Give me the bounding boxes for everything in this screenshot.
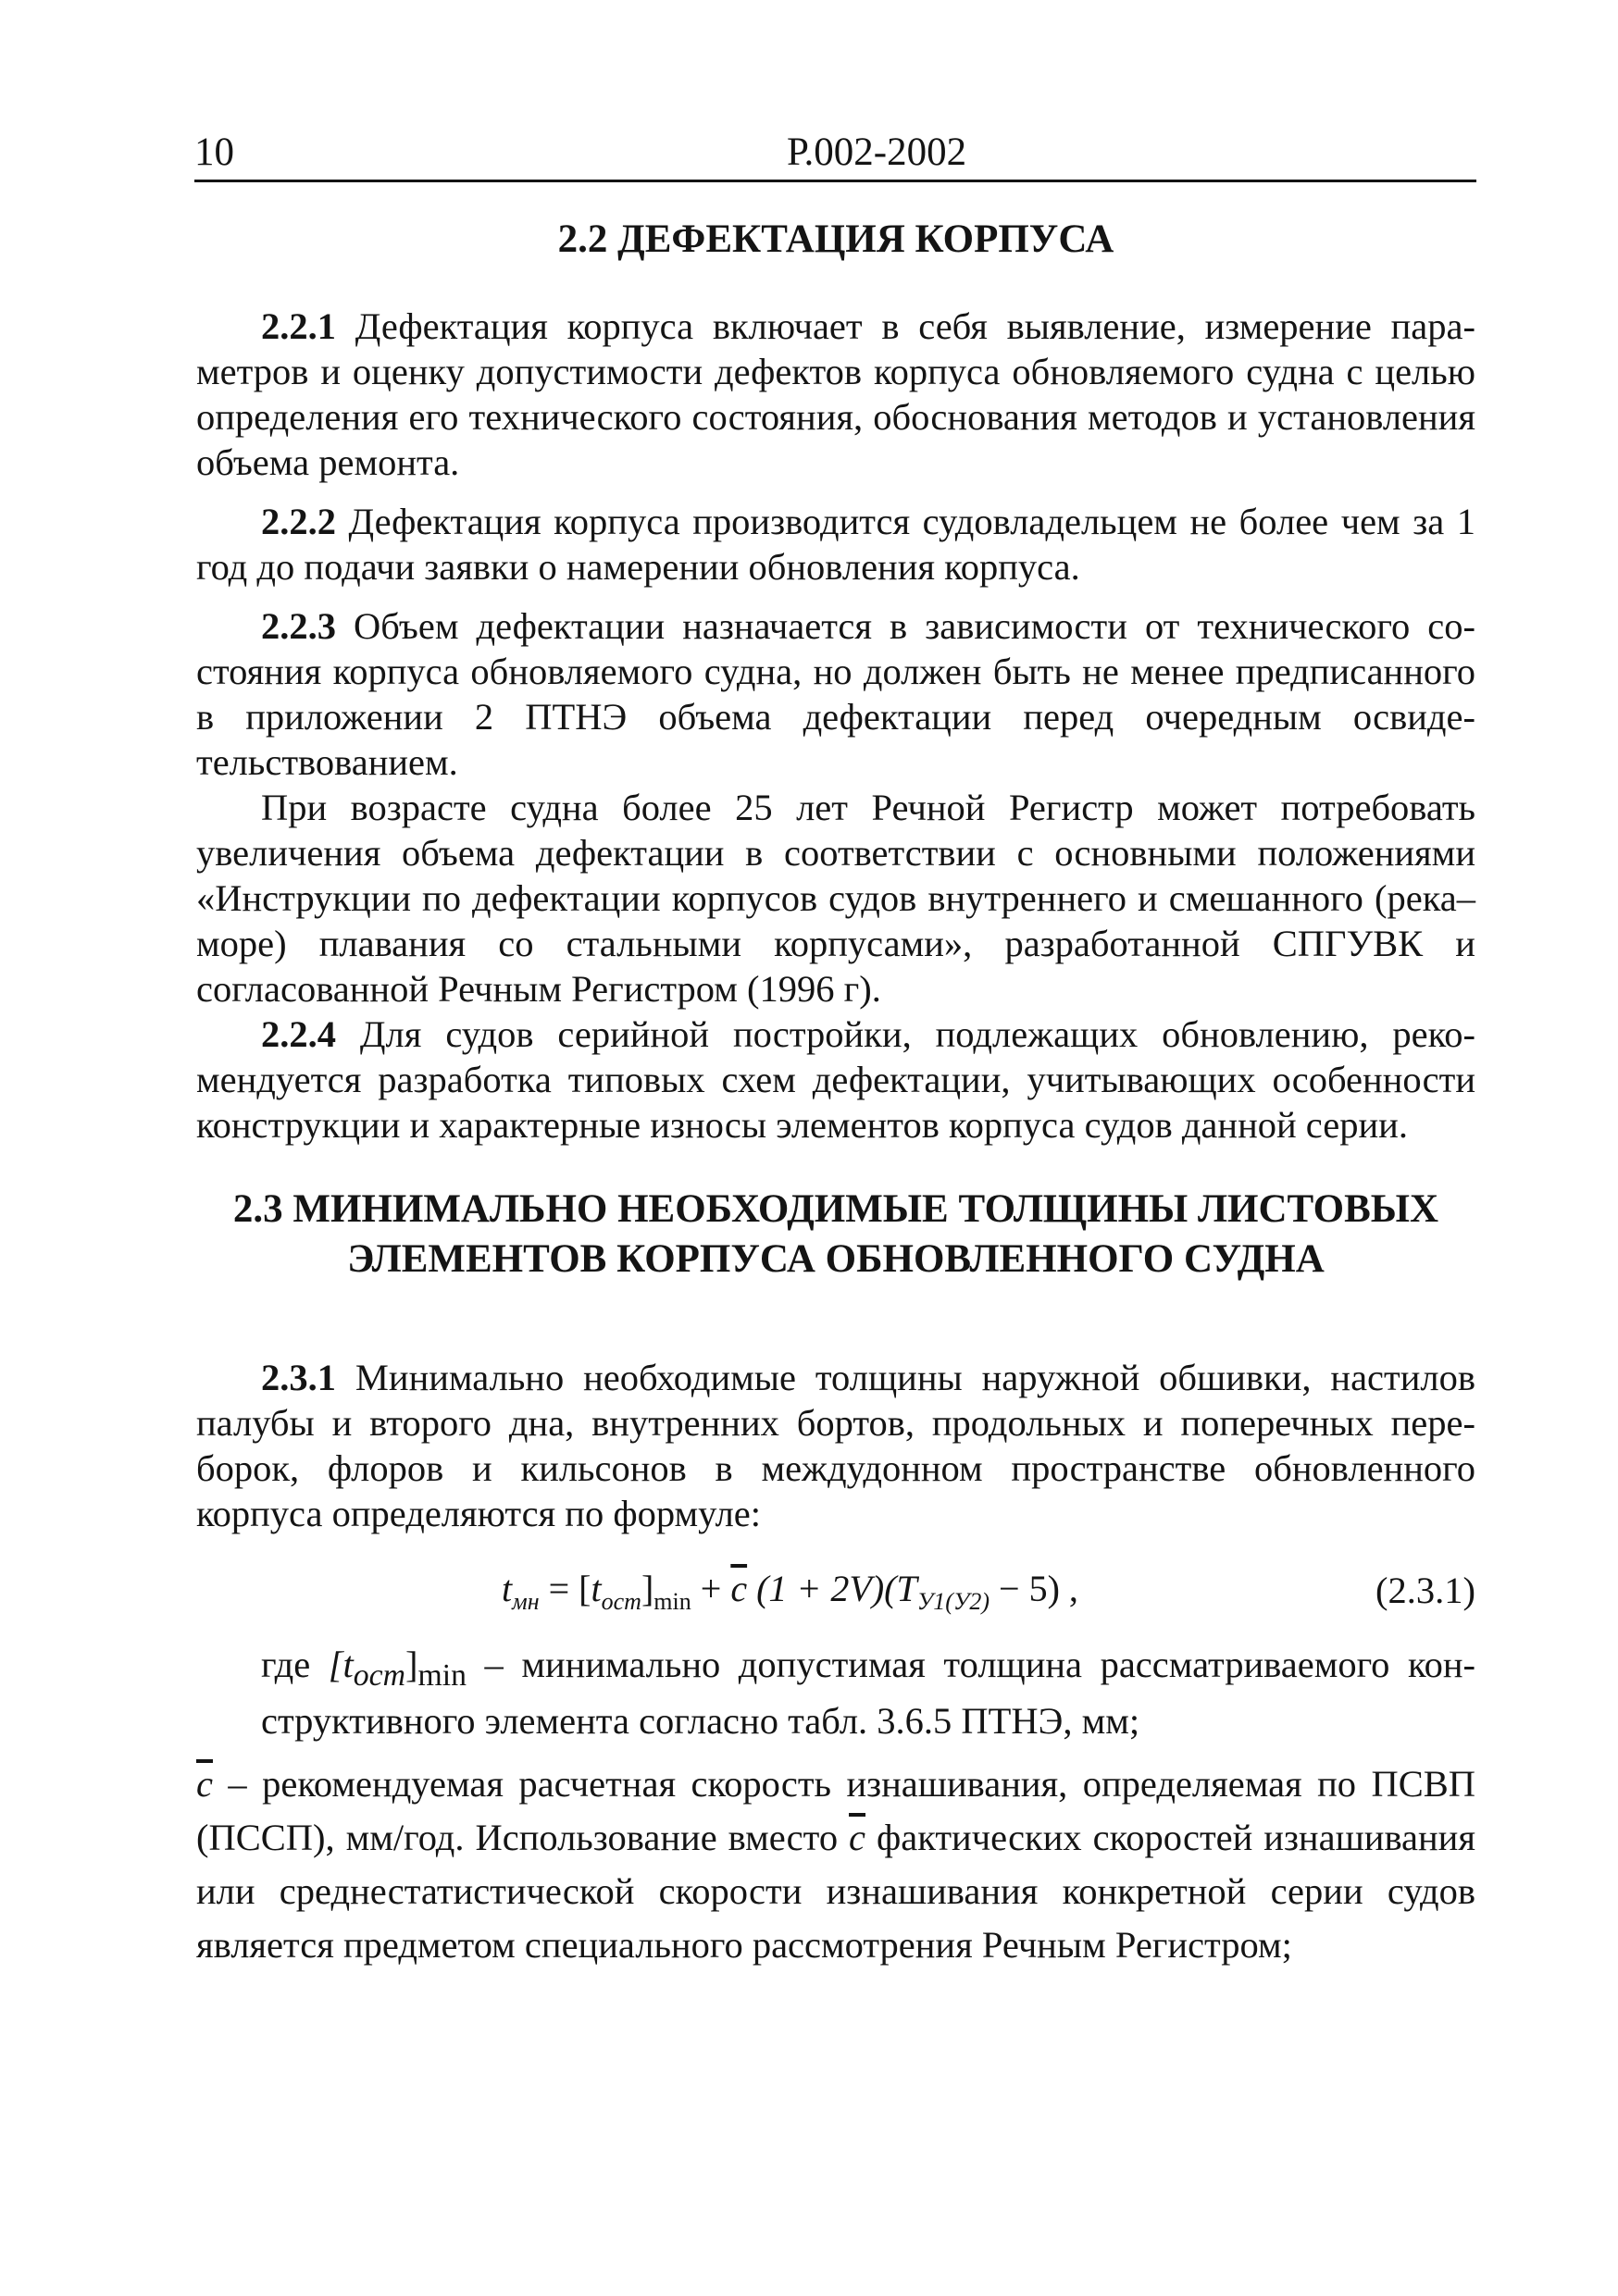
definitions (196, 1642, 1475, 1972)
symbol-c: $\overline{c}$ (196, 1763, 213, 1806)
paragraph-2-2-4 (196, 1011, 1475, 1148)
page-header (194, 130, 1472, 178)
paragraph-text: Минимально необходимые толщины наружной обшивки, настилов палубы и второго дна, внутренних бортов, продольных и поперечных переборок, флоров и кильсонов в междудонном пространстве обновленного корпуса определяются по формуле: (196, 1357, 1475, 1534)
definition-text: – минимально допустимая толщина рассматриваемого конструктивного элемента согласно табл. 3.6.5 ПТНЭ, мм; (261, 1644, 1476, 1743)
paragraph-text: Дефектация корпуса включает в себя выявление, измерение параметров и оценку допустимости дефектов корпуса обновляемого судна с целью определения его технического состояния, обоснования методов и установления объема ремонта. (196, 305, 1475, 483)
definition-t-ost: где $[t_{ост}]_{min}$ – минимально допустимая толщина рассматриваемого конструктивного элемента согласно табл. 3.6.5 ПТНЭ, мм; (261, 1644, 1476, 1743)
section-title-2-3 (196, 1185, 1475, 1285)
definition-text: – рекомендуемая расчетная скорость изнашивания, определяемая по ПСВП (ПССП), мм/год. Использование вместо (196, 1763, 1475, 1859)
paragraph-age-note (196, 785, 1475, 1011)
definition-text-cont: фактических скоростей изнашивания или среднестатистической скорости изнашивания конкретной серии судов является предметом специального рассмотрения Речным Регистром; (196, 1817, 1475, 1967)
symbol-c-inline: $\overline{c}$ (849, 1817, 866, 1859)
formula-number: (2.3.1) (1375, 1570, 1475, 1611)
page-number: 10 (194, 130, 234, 174)
paragraph-text: При возрасте судна более 25 лет Речной Регистр может потребовать увеличения объема дефектации в соответствии с основными положениями «Инструкции по дефектации корпусов судов внутреннего и смешанного (река–море) плавания со стальными корпусами», разработанной СПГУВК и согласованной Речным Регистром (1996 г). (196, 787, 1475, 1010)
page-content (196, 215, 1475, 1972)
section-title-line-2: ЭЛЕМЕНТОВ КОРПУСА ОБНОВЛЕННОГО СУДНА (347, 1237, 1325, 1281)
paragraph-number: 2.2.1 (261, 305, 336, 347)
paragraph-text: Объем дефектации назначается в зависимости от технического состояния корпуса обновляемого судна, но должен быть не менее предписанного в приложении 2 ПТНЭ объема дефектации перед очередным освидетельствованием. (196, 605, 1475, 783)
document-code: Р.002-2002 (787, 130, 967, 174)
definition-c (196, 1757, 1475, 1972)
paragraph-number: 2.3.1 (261, 1357, 336, 1398)
where-word: где (261, 1644, 311, 1685)
paragraph-number: 2.2.4 (261, 1013, 336, 1055)
section-title-2-2: 2.2 ДЕФЕКТАЦИЯ КОРПУСА (557, 217, 1114, 261)
paragraph-2-3-1 (196, 1355, 1475, 1536)
header-rule (194, 180, 1476, 182)
formula-expression: $t_{мн} = [t_{ост}]_{min} + \overline{c}$ $(1 + 2V)(T_{У1(У2)} - 5)$ , (502, 1568, 1078, 1615)
paragraph-number: 2.2.3 (261, 605, 336, 647)
paragraph-2-2-3 (196, 603, 1475, 785)
formula-2-3-1 (196, 1555, 1475, 1629)
paragraph-number: 2.2.2 (261, 501, 336, 542)
paragraph-2-2-2 (196, 499, 1475, 590)
paragraph-text: Дефектация корпуса производится судовладельцем не более чем за 1 год до подачи заявки о намерении обновления корпуса. (196, 501, 1475, 588)
paragraph-2-2-1 (196, 304, 1475, 485)
paragraph-text: Для судов серийной постройки, подлежащих обновлению, рекомендуется разработка типовых схем дефектации, учитывающих особенности конструкции и характерные износы элементов корпуса судов данной серии. (196, 1013, 1475, 1146)
section-title-line-1: 2.3 МИНИМАЛЬНО НЕОБХОДИМЫЕ ТОЛЩИНЫ ЛИСТОВЫХ (232, 1187, 1439, 1231)
